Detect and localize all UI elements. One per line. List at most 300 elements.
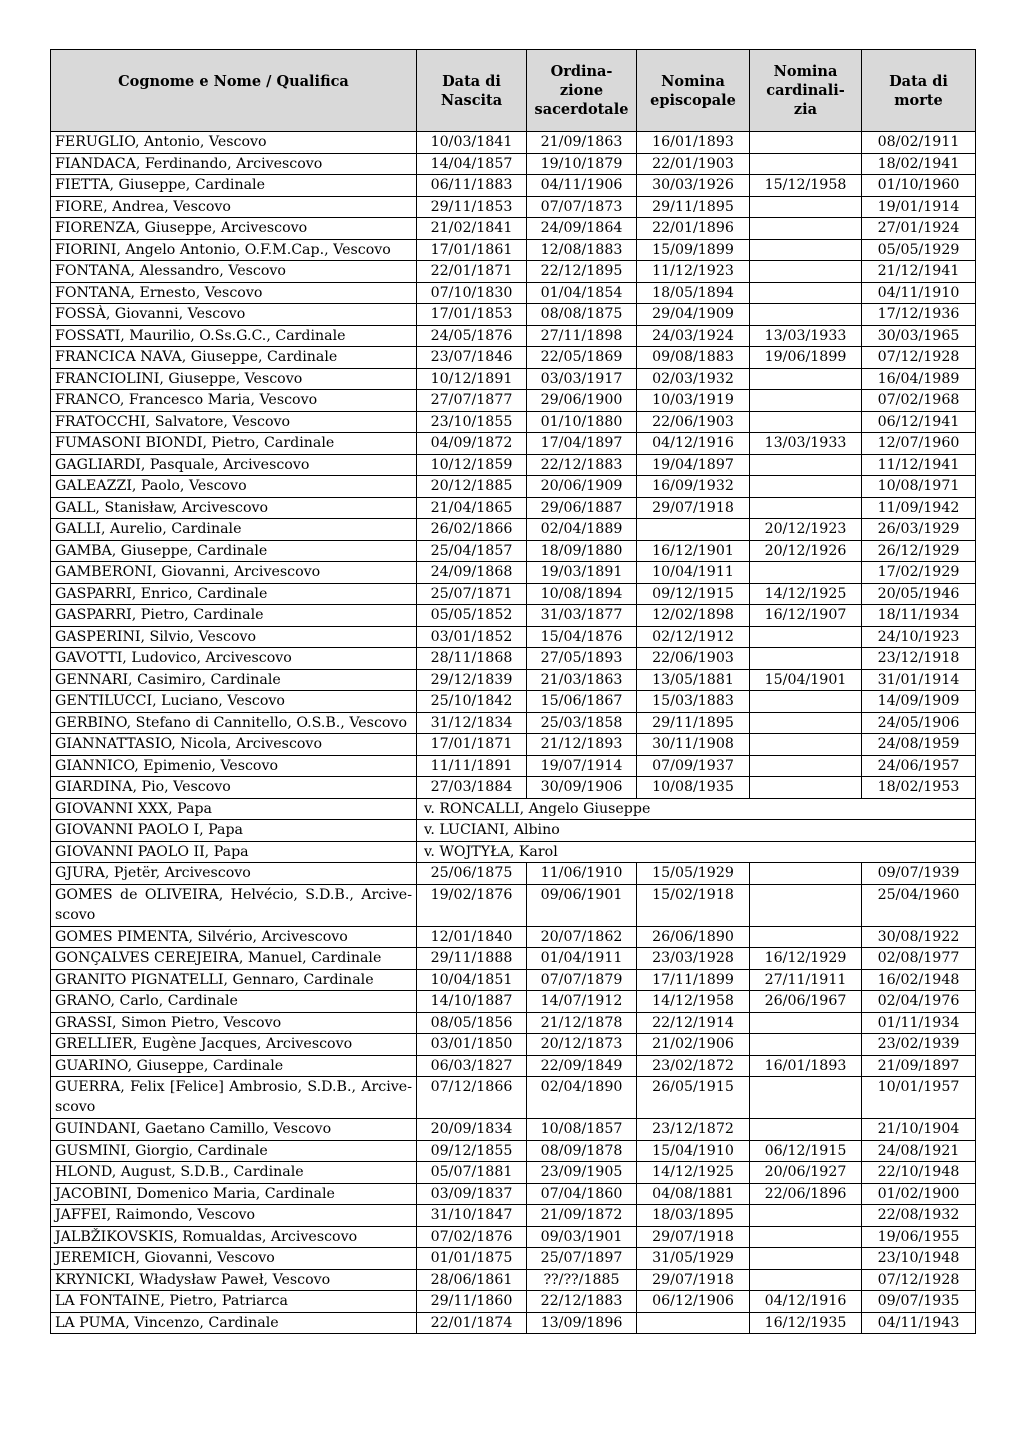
cell-episcopal: 29/11/1895 (637, 712, 750, 734)
cell-death: 26/03/1929 (862, 519, 976, 541)
cell-birth: 19/02/1876 (417, 884, 527, 926)
cell-cross-reference: v. LUCIANI, Albino (417, 820, 976, 842)
cell-name: GENTILUCCI, Luciano, Vescovo (51, 691, 417, 713)
table-row (51, 948, 976, 970)
cell-death: 23/02/1939 (862, 1034, 976, 1056)
header-ordination: Ordina- zione sacerdotale (527, 50, 637, 132)
cell-episcopal: 10/03/1919 (637, 390, 750, 412)
cell-birth: 12/01/1840 (417, 926, 527, 948)
cell-cardinal (750, 755, 862, 777)
cell-ordination: 22/09/1849 (527, 1055, 637, 1077)
cell-name: GUINDANI, Gaetano Camillo, Vescovo (51, 1119, 417, 1141)
cell-ordination: 18/09/1880 (527, 540, 637, 562)
cell-ordination: 19/07/1914 (527, 755, 637, 777)
cell-name: JAFFEI, Raimondo, Vescovo (51, 1205, 417, 1227)
cell-death: 06/12/1941 (862, 411, 976, 433)
cell-cardinal (750, 196, 862, 218)
table-row (51, 519, 976, 541)
cell-birth: 26/02/1866 (417, 519, 527, 541)
table-row (51, 712, 976, 734)
cell-episcopal: 14/12/1925 (637, 1162, 750, 1184)
cell-ordination: 21/12/1893 (527, 734, 637, 756)
cell-death: 24/08/1921 (862, 1140, 976, 1162)
cell-ordination: 20/06/1909 (527, 476, 637, 498)
cell-episcopal: 22/12/1914 (637, 1012, 750, 1034)
cell-death: 10/08/1971 (862, 476, 976, 498)
cell-ordination: 01/04/1854 (527, 282, 637, 304)
table-row (51, 648, 976, 670)
cell-ordination: 21/09/1872 (527, 1205, 637, 1227)
cell-episcopal: 06/12/1906 (637, 1291, 750, 1313)
cell-episcopal: 09/08/1883 (637, 347, 750, 369)
cell-birth: 28/06/1861 (417, 1269, 527, 1291)
cell-cardinal (750, 368, 862, 390)
cell-death: 18/02/1941 (862, 153, 976, 175)
cell-birth: 14/10/1887 (417, 991, 527, 1013)
cell-ordination: 08/08/1875 (527, 304, 637, 326)
table-row (51, 196, 976, 218)
cell-ordination: 21/03/1863 (527, 669, 637, 691)
cell-death: 27/01/1924 (862, 218, 976, 240)
cell-cardinal (750, 648, 862, 670)
cell-death: 19/01/1914 (862, 196, 976, 218)
cell-episcopal: 29/07/1918 (637, 1226, 750, 1248)
cell-ordination: 20/12/1873 (527, 1034, 637, 1056)
cell-name: JEREMICH, Giovanni, Vescovo (51, 1248, 417, 1270)
cell-name: FIETTA, Giuseppe, Cardinale (51, 175, 417, 197)
cell-birth: 21/02/1841 (417, 218, 527, 240)
cell-death: 19/06/1955 (862, 1226, 976, 1248)
cell-name: GOMES PIMENTA, Silvério, Arcivescovo (51, 926, 417, 948)
cell-episcopal: 22/06/1903 (637, 648, 750, 670)
cell-death: 10/01/1957 (862, 1077, 976, 1119)
cell-name: HLOND, August, S.D.B., Cardinale (51, 1162, 417, 1184)
table-row (51, 755, 976, 777)
cell-name: GALL, Stanisław, Arcivescovo (51, 497, 417, 519)
cell-death: 22/08/1932 (862, 1205, 976, 1227)
cell-ordination: 24/09/1864 (527, 218, 637, 240)
cell-name: FIANDACA, Ferdinando, Arcivescovo (51, 153, 417, 175)
cell-cardinal (750, 282, 862, 304)
cell-cardinal: 13/03/1933 (750, 325, 862, 347)
cell-ordination: 07/07/1873 (527, 196, 637, 218)
cell-episcopal: 21/02/1906 (637, 1034, 750, 1056)
cell-ordination: 15/06/1867 (527, 691, 637, 713)
cell-episcopal: 26/05/1915 (637, 1077, 750, 1119)
cell-ordination: 02/04/1890 (527, 1077, 637, 1119)
header-death: Data di morte (862, 50, 976, 132)
cell-death: 24/08/1959 (862, 734, 976, 756)
cell-name: GIANNATTASIO, Nicola, Arcivescovo (51, 734, 417, 756)
cell-cardinal: 14/12/1925 (750, 583, 862, 605)
cell-cardinal (750, 239, 862, 261)
cell-cardinal (750, 1269, 862, 1291)
cell-death: 09/07/1939 (862, 863, 976, 885)
cell-name: GIOVANNI XXX, Papa (51, 798, 417, 820)
header-cardinal: Nomina cardinali- zia (750, 50, 862, 132)
cell-name: FOSSÀ, Giovanni, Vescovo (51, 304, 417, 326)
cell-birth: 17/01/1871 (417, 734, 527, 756)
cell-episcopal (637, 1312, 750, 1334)
cell-ordination: 21/12/1878 (527, 1012, 637, 1034)
cell-cardinal: 16/12/1935 (750, 1312, 862, 1334)
table-row (51, 1205, 976, 1227)
cell-birth: 06/03/1827 (417, 1055, 527, 1077)
cell-death: 07/02/1968 (862, 390, 976, 412)
cell-cardinal: 26/06/1967 (750, 991, 862, 1013)
cell-cardinal (750, 626, 862, 648)
table-row (51, 777, 976, 799)
table-row (51, 1183, 976, 1205)
cell-name: GASPARRI, Pietro, Cardinale (51, 605, 417, 627)
cell-episcopal: 16/01/1893 (637, 132, 750, 154)
cell-death: 24/05/1906 (862, 712, 976, 734)
cell-death: 14/09/1909 (862, 691, 976, 713)
cell-death: 01/11/1934 (862, 1012, 976, 1034)
cell-cardinal (750, 454, 862, 476)
cell-ordination: 19/10/1879 (527, 153, 637, 175)
cell-death: 21/09/1897 (862, 1055, 976, 1077)
cell-death: 02/08/1977 (862, 948, 976, 970)
table-row (51, 1012, 976, 1034)
cell-ordination: 21/09/1863 (527, 132, 637, 154)
cell-name: JALBŽIKOVSKIS, Romualdas, Arcivescovo (51, 1226, 417, 1248)
cell-ordination: 09/03/1901 (527, 1226, 637, 1248)
cell-birth: 05/07/1881 (417, 1162, 527, 1184)
cell-episcopal: 02/12/1912 (637, 626, 750, 648)
cell-ordination: 10/08/1894 (527, 583, 637, 605)
cell-birth: 04/09/1872 (417, 433, 527, 455)
cell-death: 30/03/1965 (862, 325, 976, 347)
cell-name: GONÇALVES CEREJEIRA, Manuel, Cardinale (51, 948, 417, 970)
cell-name: GRANO, Carlo, Cardinale (51, 991, 417, 1013)
cell-death: 04/11/1910 (862, 282, 976, 304)
cell-cardinal: 22/06/1896 (750, 1183, 862, 1205)
cell-cardinal (750, 1226, 862, 1248)
cell-death: 12/07/1960 (862, 433, 976, 455)
table-row (51, 1077, 976, 1119)
cell-birth: 31/10/1847 (417, 1205, 527, 1227)
cell-cardinal: 16/12/1929 (750, 948, 862, 970)
table-row (51, 1226, 976, 1248)
table-row (51, 1248, 976, 1270)
cell-episcopal: 24/03/1924 (637, 325, 750, 347)
cell-episcopal: 31/05/1929 (637, 1248, 750, 1270)
cell-birth: 01/01/1875 (417, 1248, 527, 1270)
cell-ordination: 23/09/1905 (527, 1162, 637, 1184)
cell-cardinal: 20/12/1926 (750, 540, 862, 562)
cell-ordination: 07/04/1860 (527, 1183, 637, 1205)
table-row (51, 1034, 976, 1056)
cell-death: 30/08/1922 (862, 926, 976, 948)
cell-birth: 10/12/1891 (417, 368, 527, 390)
table-row (51, 476, 976, 498)
cell-episcopal: 15/03/1883 (637, 691, 750, 713)
cell-episcopal (637, 519, 750, 541)
table-row (51, 583, 976, 605)
cell-ordination: 13/09/1896 (527, 1312, 637, 1334)
cell-episcopal: 22/01/1896 (637, 218, 750, 240)
cell-episcopal: 30/03/1926 (637, 175, 750, 197)
cell-name: GALLI, Aurelio, Cardinale (51, 519, 417, 541)
cell-cardinal (750, 712, 862, 734)
cell-birth: 09/12/1855 (417, 1140, 527, 1162)
cell-episcopal: 04/08/1881 (637, 1183, 750, 1205)
cell-cardinal (750, 1034, 862, 1056)
cell-name: GJURA, Pjetër, Arcivescovo (51, 863, 417, 885)
cell-ordination: 25/07/1897 (527, 1248, 637, 1270)
cell-ordination: ??/??/1885 (527, 1269, 637, 1291)
cell-episcopal: 11/12/1923 (637, 261, 750, 283)
cell-cardinal (750, 132, 862, 154)
cell-name: FIORE, Andrea, Vescovo (51, 196, 417, 218)
table-row (51, 926, 976, 948)
table-row (51, 884, 976, 926)
cell-death: 18/02/1953 (862, 777, 976, 799)
cell-cardinal (750, 1077, 862, 1119)
table-row (51, 1162, 976, 1184)
cell-birth: 25/06/1875 (417, 863, 527, 885)
cell-birth: 20/09/1834 (417, 1119, 527, 1141)
clergy-register-table (50, 49, 976, 1334)
cell-name: GENNARI, Casimiro, Cardinale (51, 669, 417, 691)
table-row (51, 325, 976, 347)
table-row (51, 239, 976, 261)
cell-episcopal: 23/03/1928 (637, 948, 750, 970)
table-row (51, 562, 976, 584)
cell-death: 17/02/1929 (862, 562, 976, 584)
table-row (51, 540, 976, 562)
cell-death: 04/11/1943 (862, 1312, 976, 1334)
cell-death: 23/12/1918 (862, 648, 976, 670)
cell-name: LA PUMA, Vincenzo, Cardinale (51, 1312, 417, 1334)
cell-cardinal (750, 153, 862, 175)
table-row (51, 261, 976, 283)
cell-name: FRATOCCHI, Salvatore, Vescovo (51, 411, 417, 433)
cell-ordination: 30/09/1906 (527, 777, 637, 799)
cell-death: 16/04/1989 (862, 368, 976, 390)
cell-death: 21/10/1904 (862, 1119, 976, 1141)
cell-ordination: 17/04/1897 (527, 433, 637, 455)
cell-episcopal: 15/05/1929 (637, 863, 750, 885)
cell-episcopal: 26/06/1890 (637, 926, 750, 948)
cell-cardinal (750, 1248, 862, 1270)
cell-episcopal: 12/02/1898 (637, 605, 750, 627)
cell-cardinal (750, 390, 862, 412)
cell-death: 23/10/1948 (862, 1248, 976, 1270)
cell-name: GRELLIER, Eugène Jacques, Arcivescovo (51, 1034, 417, 1056)
cell-episcopal: 04/12/1916 (637, 433, 750, 455)
cell-death: 31/01/1914 (862, 669, 976, 691)
table-row (51, 433, 976, 455)
cell-birth: 07/10/1830 (417, 282, 527, 304)
cell-ordination: 31/03/1877 (527, 605, 637, 627)
table-row (51, 991, 976, 1013)
cell-death: 01/02/1900 (862, 1183, 976, 1205)
cell-death: 07/12/1928 (862, 347, 976, 369)
table-row (51, 626, 976, 648)
cell-cardinal: 04/12/1916 (750, 1291, 862, 1313)
cell-episcopal: 18/05/1894 (637, 282, 750, 304)
table-row (51, 669, 976, 691)
cell-cardinal (750, 1205, 862, 1227)
cell-death: 17/12/1936 (862, 304, 976, 326)
cell-ordination: 07/07/1879 (527, 969, 637, 991)
cell-name: FONTANA, Ernesto, Vescovo (51, 282, 417, 304)
cell-cardinal: 27/11/1911 (750, 969, 862, 991)
cell-birth: 10/12/1859 (417, 454, 527, 476)
cell-cardinal: 20/06/1927 (750, 1162, 862, 1184)
cell-cardinal (750, 261, 862, 283)
cell-cardinal: 15/04/1901 (750, 669, 862, 691)
cell-cardinal (750, 476, 862, 498)
cell-cross-reference: v. RONCALLI, Angelo Giuseppe (417, 798, 976, 820)
cell-episcopal: 29/07/1918 (637, 497, 750, 519)
cell-birth: 17/01/1861 (417, 239, 527, 261)
cell-name: GIOVANNI PAOLO II, Papa (51, 841, 417, 863)
cell-name: GOMES de OLIVEIRA, Helvécio, S.D.B., Arcive-scovo (51, 884, 417, 926)
cell-cardinal (750, 411, 862, 433)
table-row (51, 863, 976, 885)
cell-episcopal: 18/03/1895 (637, 1205, 750, 1227)
cell-birth: 07/02/1876 (417, 1226, 527, 1248)
table-row (51, 605, 976, 627)
cell-ordination: 04/11/1906 (527, 175, 637, 197)
cell-death: 11/12/1941 (862, 454, 976, 476)
cell-death: 18/11/1934 (862, 605, 976, 627)
cell-birth: 03/01/1850 (417, 1034, 527, 1056)
cell-death: 22/10/1948 (862, 1162, 976, 1184)
cell-birth: 25/10/1842 (417, 691, 527, 713)
cell-birth: 20/12/1885 (417, 476, 527, 498)
cell-cardinal (750, 734, 862, 756)
cell-name: JACOBINI, Domenico Maria, Cardinale (51, 1183, 417, 1205)
cell-name: GUSMINI, Giorgio, Cardinale (51, 1140, 417, 1162)
cell-cardinal (750, 304, 862, 326)
cell-name: LA FONTAINE, Pietro, Patriarca (51, 1291, 417, 1313)
cell-episcopal: 22/01/1903 (637, 153, 750, 175)
cell-cardinal (750, 218, 862, 240)
cell-ordination: 08/09/1878 (527, 1140, 637, 1162)
cell-episcopal: 19/04/1897 (637, 454, 750, 476)
cell-episcopal: 15/04/1910 (637, 1140, 750, 1162)
cell-cardinal: 13/03/1933 (750, 433, 862, 455)
cell-birth: 14/04/1857 (417, 153, 527, 175)
cell-birth: 08/05/1856 (417, 1012, 527, 1034)
cell-name: GASPARRI, Enrico, Cardinale (51, 583, 417, 605)
table-row (51, 969, 976, 991)
cell-episcopal: 23/12/1872 (637, 1119, 750, 1141)
cell-cardinal (750, 1012, 862, 1034)
cell-birth: 23/07/1846 (417, 347, 527, 369)
table-row (51, 175, 976, 197)
cell-episcopal: 10/08/1935 (637, 777, 750, 799)
cell-birth: 03/09/1837 (417, 1183, 527, 1205)
cell-name: FERUGLIO, Antonio, Vescovo (51, 132, 417, 154)
cell-name: FRANCICA NAVA, Giuseppe, Cardinale (51, 347, 417, 369)
cell-death: 26/12/1929 (862, 540, 976, 562)
cell-name: GUARINO, Giuseppe, Cardinale (51, 1055, 417, 1077)
cell-birth: 27/07/1877 (417, 390, 527, 412)
cell-death: 21/12/1941 (862, 261, 976, 283)
cell-episcopal: 16/09/1932 (637, 476, 750, 498)
cell-name: GERBINO, Stefano di Cannitello, O.S.B., Vescovo (51, 712, 417, 734)
cell-cardinal (750, 1119, 862, 1141)
table-row (51, 411, 976, 433)
cell-birth: 27/03/1884 (417, 777, 527, 799)
cell-birth: 05/05/1852 (417, 605, 527, 627)
cell-death: 24/06/1957 (862, 755, 976, 777)
table-row (51, 454, 976, 476)
table-row (51, 218, 976, 240)
cell-episcopal: 16/12/1901 (637, 540, 750, 562)
cell-birth: 29/12/1839 (417, 669, 527, 691)
table-row (51, 1312, 976, 1334)
cell-ordination: 02/04/1889 (527, 519, 637, 541)
cell-cardinal: 16/01/1893 (750, 1055, 862, 1077)
cell-episcopal: 29/04/1909 (637, 304, 750, 326)
cell-ordination: 12/08/1883 (527, 239, 637, 261)
header-birth: Data di Nascita (417, 50, 527, 132)
cell-birth: 10/03/1841 (417, 132, 527, 154)
cell-cardinal (750, 562, 862, 584)
cell-name: FONTANA, Alessandro, Vescovo (51, 261, 417, 283)
cell-death: 01/10/1960 (862, 175, 976, 197)
cell-birth: 17/01/1853 (417, 304, 527, 326)
cell-name: GAVOTTI, Ludovico, Arcivescovo (51, 648, 417, 670)
cell-name: GIARDINA, Pio, Vescovo (51, 777, 417, 799)
cell-episcopal: 13/05/1881 (637, 669, 750, 691)
cell-birth: 25/07/1871 (417, 583, 527, 605)
cell-death: 16/02/1948 (862, 969, 976, 991)
cell-death: 24/10/1923 (862, 626, 976, 648)
cell-birth: 29/11/1860 (417, 1291, 527, 1313)
cell-ordination: 25/03/1858 (527, 712, 637, 734)
cell-ordination: 10/08/1857 (527, 1119, 637, 1141)
cell-cardinal (750, 926, 862, 948)
cell-ordination: 01/04/1911 (527, 948, 637, 970)
cell-episcopal: 17/11/1899 (637, 969, 750, 991)
cell-name: GAMBERONI, Giovanni, Arcivescovo (51, 562, 417, 584)
cell-birth: 03/01/1852 (417, 626, 527, 648)
table-row (51, 820, 976, 842)
cell-name: FOSSATI, Maurilio, O.Ss.G.C., Cardinale (51, 325, 417, 347)
cell-episcopal: 22/06/1903 (637, 411, 750, 433)
cell-birth: 07/12/1866 (417, 1077, 527, 1119)
cell-ordination: 19/03/1891 (527, 562, 637, 584)
cell-ordination: 14/07/1912 (527, 991, 637, 1013)
cell-birth: 28/11/1868 (417, 648, 527, 670)
cell-name: FRANCIOLINI, Giuseppe, Vescovo (51, 368, 417, 390)
table-row (51, 132, 976, 154)
header-row (51, 50, 976, 132)
cell-name: GRASSI, Simon Pietro, Vescovo (51, 1012, 417, 1034)
table-row (51, 841, 976, 863)
cell-death: 20/05/1946 (862, 583, 976, 605)
cell-ordination: 22/05/1869 (527, 347, 637, 369)
cell-name: FIORINI, Angelo Antonio, O.F.M.Cap., Vescovo (51, 239, 417, 261)
cell-episcopal: 15/02/1918 (637, 884, 750, 926)
cell-cardinal (750, 863, 862, 885)
cell-ordination: 20/07/1862 (527, 926, 637, 948)
cell-birth: 21/04/1865 (417, 497, 527, 519)
table-row (51, 153, 976, 175)
table-row (51, 368, 976, 390)
cell-birth: 25/04/1857 (417, 540, 527, 562)
cell-cardinal (750, 691, 862, 713)
cell-death: 08/02/1911 (862, 132, 976, 154)
table-row (51, 1269, 976, 1291)
